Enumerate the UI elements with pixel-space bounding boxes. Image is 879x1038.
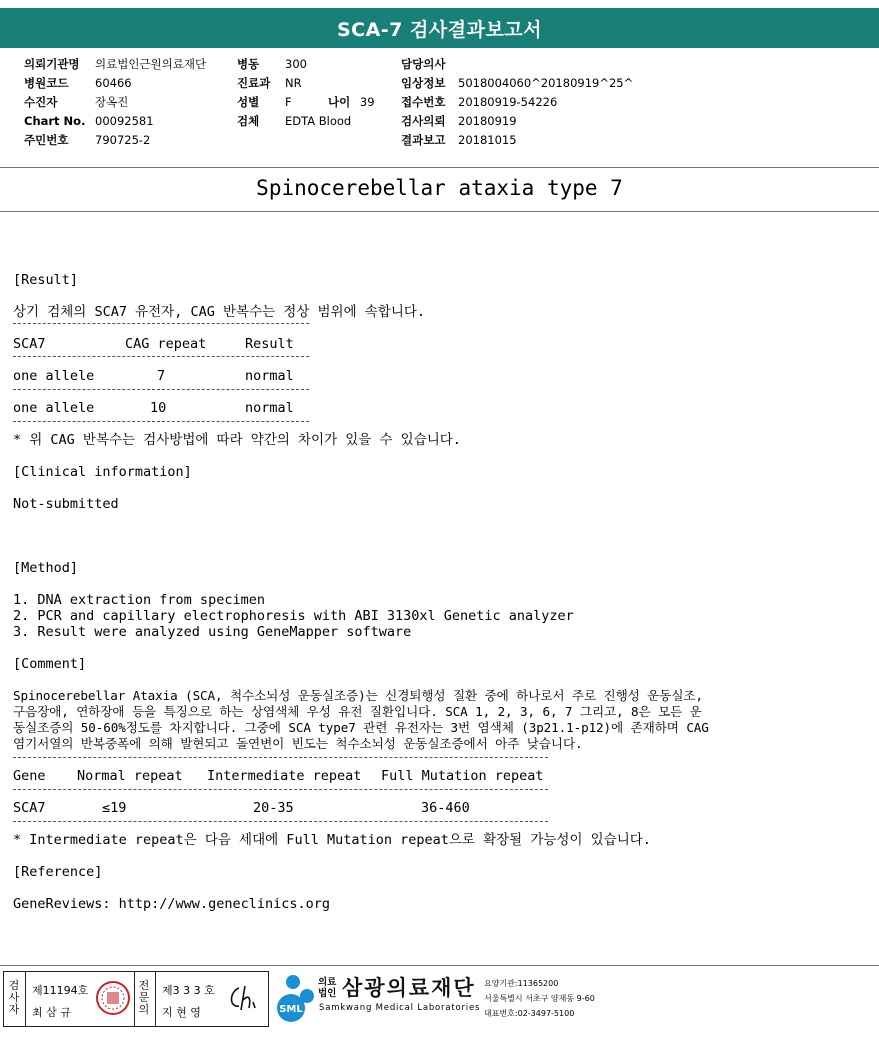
result-cell: 10 [150,400,167,416]
age-value: 39 [359,95,375,109]
specialist-label [136,980,152,1016]
field-value: 60466 [95,76,132,90]
method-item: 3. Result were analyzed using GeneMapper software [13,624,412,640]
field-label: 병원코드 [24,76,69,90]
comment-col-header: Intermediate repeat [207,768,362,784]
header-column-3 [401,55,633,150]
signature-icon [225,982,263,1014]
table-divider [13,389,309,390]
label-char: 의 [138,1003,150,1016]
age-label: 나이 [328,95,351,109]
method-item: 2. PCR and capillary electrophoresis with ABI 3130xl Genetic analyzer [13,608,574,624]
specialist-license: 제3 3 3 호 [162,984,215,997]
label-char: 검 [8,979,20,992]
comment-heading: [Comment] [13,656,87,672]
field-value: 20180919-54226 [458,95,558,109]
result-heading: [Result] [13,272,79,288]
clinical-text: Not-submitted [13,496,119,512]
header-field [401,131,633,150]
result-cell: one allele [13,400,95,416]
result-col-header: Result [245,336,294,352]
result-cell: normal [245,368,294,384]
table-divider [13,421,309,422]
header-field [24,112,206,131]
field-label: 검사의뢰 [401,114,446,128]
field-label: 의뢰기관명 [24,57,80,71]
method-item: 1. DNA extraction from specimen [13,592,265,608]
test-title: Spinocerebellar ataxia type 7 [256,176,623,200]
table-divider [13,323,309,324]
sml-logo-icon [271,974,317,1024]
comment-cell: 20-35 [253,800,294,816]
examiner-cell [25,972,135,1026]
comment-cell: ≤19 [102,800,127,816]
label-char: 전 [138,979,150,992]
comment-line: 구음장애, 연하장애 등을 특징으로 하는 상염색체 우성 유전 질환입니다. SCA 1, 2, 3, 6, 7 그리고, 8은 모든 운 [13,704,702,719]
logo-text: SML [279,1004,303,1015]
signature-box [3,971,269,1027]
title-divider [0,211,879,212]
header-field [401,93,633,112]
comment-col-header: Gene [13,768,46,784]
method-heading: [Method] [13,560,79,576]
comment-note: * Intermediate repeat은 다음 세대에 Full Mutation repeat으로 확장될 가능성이 있습니다. [13,832,651,848]
result-note: * 위 CAG 반복수는 검사방법에 따라 약간의 차이가 있을 수 있습니다. [13,432,461,448]
field-value: 장옥진 [95,95,129,109]
field-label: 검체 [237,114,260,128]
header-field [401,112,633,131]
field-value: 5018004060^20180919^25^ [458,76,634,90]
field-label: 진료과 [237,76,271,90]
field-value: 00092581 [95,114,154,128]
org-english-name: Samkwang Medical Laboratories [319,1003,481,1013]
header-field [237,74,351,93]
result-summary: 상기 검체의 SCA7 유전자, CAG 반복수는 정상 범위에 속합니다. [13,304,426,320]
header-column-1 [24,55,206,150]
comment-line: 염기서열의 반복중폭에 의해 발현되고 돌연변이 빈도는 척수소뇌성 운동실조증에서 아주 낮습니다. [13,736,583,751]
header-field [401,74,633,93]
specialist-name: 지 현 영 [162,1006,201,1019]
header-divider [0,167,879,168]
org-address: 서울특별시 서초구 양재동 9-60 [484,994,595,1003]
header-field [24,55,206,74]
examiner-label [6,980,22,1016]
comment-col-header: Normal repeat [77,768,183,784]
field-label: 담당의사 [401,57,446,71]
header-field [24,74,206,93]
field-label: 성별 [237,95,260,109]
result-cell: normal [245,400,294,416]
table-divider [13,356,309,357]
label-char: 사 [8,991,20,1004]
org-phone: 대표번호:02-3497-5100 [484,1009,575,1018]
comment-cell: SCA7 [13,800,46,816]
comment-line: Spinocerebellar Ataxia (SCA, 척수소뇌성 운동실조증)는 신경퇴행성 질환 중에 하나로서 주로 진행성 운동실조, [13,688,703,703]
clinical-heading: [Clinical information] [13,464,192,480]
table-divider [13,821,548,822]
comment-line: 동실조증의 50-60%정도를 차지합니다. 그중에 SCA type7 관련 유전자는 3번 염색체 (3p21.1-p12)에 존재하며 CAG [13,720,709,735]
seal-stamp-icon [95,980,131,1016]
field-value: EDTA Blood [285,114,352,128]
footer-divider [0,965,879,966]
examiner-label-cell [4,972,26,1026]
result-col-header: CAG repeat [125,336,207,352]
specialist-label-cell [134,972,156,1026]
examiner-name: 최 삼 규 [32,1006,71,1019]
field-label: 임상정보 [401,76,446,90]
field-label: 수진자 [24,95,58,109]
reference-heading: [Reference] [13,864,103,880]
label-char: 자 [8,1003,20,1016]
report-title-banner: SCA-7 검사결과보고서 [0,8,879,48]
field-value: 의료법인근원의료재단 [95,57,207,71]
comment-cell: 36-460 [421,800,470,816]
label-char: 문 [138,991,150,1004]
header-field [237,112,351,131]
reference-text: GeneReviews: http://www.geneclinics.org [13,896,330,912]
header-field [237,55,351,74]
field-value: F [285,95,292,109]
org-name: 삼광의료재단 [342,976,476,1000]
header-age [328,93,375,112]
field-value: 20181015 [458,133,517,147]
field-value: 300 [285,57,307,71]
field-value: NR [285,76,302,90]
field-value: 20180919 [458,114,517,128]
org-code: 요양기관:11365200 [484,979,559,988]
header-field [401,55,633,74]
header-field [24,93,206,112]
field-label: 접수번호 [401,95,446,109]
result-col-header: SCA7 [13,336,46,352]
specialist-cell [155,972,268,1026]
field-label: Chart No. [24,114,86,128]
result-cell: 7 [157,368,166,384]
field-value: 790725-2 [95,133,151,147]
examiner-license: 제11194호 [32,984,89,997]
field-label: 병동 [237,57,260,71]
comment-col-header: Full Mutation repeat [381,768,544,784]
org-type: 의료법인 [318,977,337,999]
header-field [24,131,206,150]
result-cell: one allele [13,368,95,384]
field-label: 주민번호 [24,133,69,147]
table-divider [13,789,548,790]
table-divider [13,757,548,758]
field-label: 결과보고 [401,133,446,147]
